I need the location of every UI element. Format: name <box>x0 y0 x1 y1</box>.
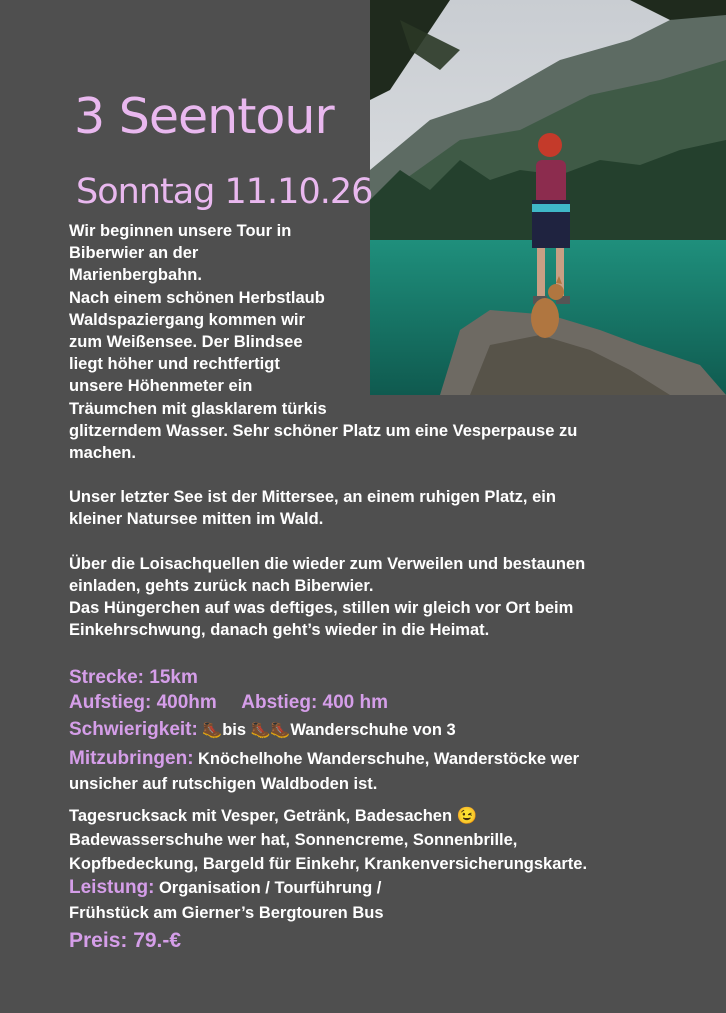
bring-line: unsicher auf rutschigen Waldboden ist. <box>69 775 378 793</box>
para3-line: Über die Loisachquellen die wieder zum Verweilen und bestaunen <box>69 554 586 573</box>
service-line: Frühstück am Gierner’s Bergtouren Bus <box>69 904 384 922</box>
para2-line: Unser letzter See ist der Mittersee, an einem ruhigen Platz, ein <box>69 488 556 507</box>
intro-line: Marienbergbahn. <box>69 266 202 285</box>
intro-line: zum Weißensee. Der Blindsee <box>69 333 303 352</box>
backpack-line: Tagesrucksack mit Vesper, Getränk, Badesachen <box>69 807 453 825</box>
para3-line: einladen, gehts zurück nach Biberwier. <box>69 576 374 595</box>
intro-line: Wir beginnen unsere Tour in <box>69 222 292 240</box>
tour-details <box>69 666 669 955</box>
para2-line: kleiner Natursee mitten im Wald. <box>69 510 324 529</box>
event-date: Sonntag 11.10.26 <box>76 172 373 212</box>
intro-line: glitzerndem Wasser. Sehr schöner Platz um eine Vesperpause zu <box>69 421 578 440</box>
ascent: Aufstieg: 400hm <box>69 692 217 713</box>
difficulty-text: Wanderschuhe von 3 <box>290 721 456 739</box>
intro-line: Träumchen mit glasklarem türkis <box>69 399 327 418</box>
service-label: Leistung: <box>69 877 155 898</box>
para3-line: Einkehrschwung, danach geht’s wieder in die Heimat. <box>69 621 490 640</box>
intro-line: machen. <box>69 444 136 463</box>
para3-line: Das Hüngerchen auf was deftiges, stillen wir gleich vor Ort beim <box>69 599 574 618</box>
intro-line: Biberwier an der <box>69 244 199 263</box>
intro-line: unsere Höhenmeter ein <box>69 377 253 396</box>
difficulty-bis: bis <box>222 721 247 739</box>
description <box>69 220 659 641</box>
descent: Abstieg: 400 hm <box>241 692 389 713</box>
intro-line: Nach einem schönen Herbstlaub <box>69 288 325 307</box>
bring-label: Mitzubringen: <box>69 748 194 769</box>
page-title: 3 Seentour <box>74 88 334 145</box>
price: Preis: 79.-€ <box>69 929 182 952</box>
wink-emoji-icon: 😉 <box>456 807 478 825</box>
backpack-line: Badewasserschuhe wer hat, Sonnencreme, Sonnenbrille, <box>69 831 518 849</box>
distance: Strecke: 15km <box>69 667 198 688</box>
intro-line: Waldspaziergang kommen wir <box>69 310 305 329</box>
bring-line: Knöchelhohe Wanderschuhe, Wanderstöcke wer <box>197 750 580 768</box>
difficulty-label: Schwierigkeit: <box>69 719 198 740</box>
backpack-line: Kopfbedeckung, Bargeld für Einkehr, Krankenversicherungskarte. <box>69 855 588 873</box>
hiking-boot-icon: 🥾 <box>202 722 223 739</box>
service-line: Organisation / Tourführung / <box>158 879 382 897</box>
hiking-boot-icon: 🥾🥾 <box>250 722 291 739</box>
intro-line: liegt höher und rechtfertigt <box>69 355 280 374</box>
